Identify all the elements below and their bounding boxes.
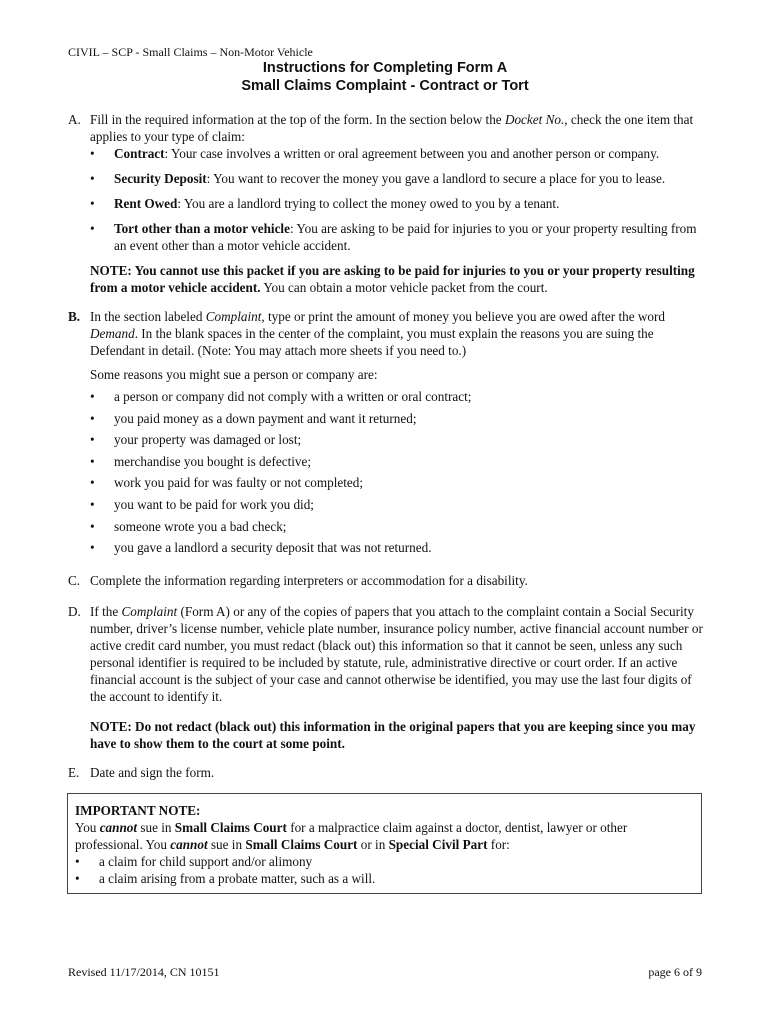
section-d-paragraph: If the Complaint (Form A) or any of the copies of papers that you attach to the complaint contain a Social Security number, driver’s license number, vehicle plate number, insurance policy number, active financial account number or active credit card number, you must redact (black out) this information so that it cannot be seen, unless any such personal identifier is required to be included by statute, rule, administrative directive or court order. If an active financial account is the subject of your case and cannot otherwise be identified, you may use the last four digits of the account to identify it. (90, 604, 703, 704)
section-c (68, 572, 708, 589)
list-item: • your property was damaged or lost; (90, 432, 302, 448)
list-item: • you want to be paid for work you did; (90, 496, 314, 512)
claim-type-rent-owed: • Rent Owed: You are a landlord trying to collect the money owed to you by a tenant. (90, 196, 560, 211)
section-b (68, 308, 708, 556)
section-d (68, 603, 708, 752)
section-a-intro: Fill in the required information at the top of the form. In the section below the Docket No., check the one item that applies to your type of claim: (90, 112, 694, 144)
claim-type-security-deposit: • Security Deposit: You want to recover the money you gave a landlord to secure a place for you to lease. (90, 171, 666, 186)
list-item: • work you paid for was faulty or not completed; (90, 475, 364, 491)
page-title: Instructions for Completing Form A (262, 60, 508, 76)
important-note-box (67, 793, 702, 894)
important-note-text: You cannot sue in Small Claims Court for a malpractice claim against a doctor, dentist, lawyer or other professional. You cannot sue in Small Claims Court or in Special Civil Part for: (75, 820, 628, 852)
section-e-text: Date and sign the form. (90, 765, 215, 780)
section-d-label: D. (68, 604, 81, 619)
claim-type-contract: • Contract: Your case involves a written or oral agreement between you and another person or company. (90, 146, 660, 161)
list-item: • a person or company did not comply with a written or oral contract; (90, 389, 472, 404)
section-d-note: NOTE: Do not redact (black out) this information in the original papers that you are keeping since you may have to show them to the court at some point. (90, 719, 696, 751)
revision-footer: Revised 11/17/2014, CN 10151 (68, 965, 220, 979)
list-item: • you gave a landlord a security deposit that was not returned. (90, 540, 432, 556)
section-e (68, 764, 708, 781)
section-b-paragraph: In the section labeled Complaint, type or print the amount of money you believe you are owed after the word Demand. In the blank spaces in the center of the complaint, you must explain the reasons you are suing the Defendant in detail. (Note: You may attach more sheets if you need to.) (90, 309, 665, 358)
section-e-label: E. (68, 765, 80, 780)
page-number: page 6 of 9 (648, 965, 702, 979)
claim-type-tort: • Tort other than a motor vehicle: You are asking to be paid for injuries to you or your property resulting from an event other than a motor vehicle accident. (90, 221, 697, 253)
list-item: • a claim arising from a probate matter, such as a will. (75, 871, 376, 886)
list-item: • someone wrote you a bad check; (90, 518, 287, 534)
section-a-label: A. (68, 112, 81, 127)
important-note-heading: IMPORTANT NOTE: (75, 803, 201, 818)
list-item: • merchandise you bought is defective; (90, 453, 312, 469)
page-subtitle: Small Claims Complaint - Contract or Tort (241, 78, 529, 94)
reasons-intro: Some reasons you might sue a person or company are: (90, 367, 378, 382)
form-code-header: CIVIL – SCP - Small Claims – Non-Motor Vehicle (68, 45, 313, 59)
section-c-label: C. (68, 573, 81, 588)
list-item: • you paid money as a down payment and want it returned; (90, 410, 417, 426)
list-item: • a claim for child support and/or alimony (75, 854, 313, 869)
section-b-label: B. (68, 309, 81, 324)
section-c-text: Complete the information regarding interpreters or accommodation for a disability. (90, 573, 528, 588)
section-a (68, 111, 708, 296)
reasons-list (90, 388, 708, 556)
section-a-note: NOTE: You cannot use this packet if you are asking to be paid for injuries to you or your property resulting from a motor vehicle accident. You can obtain a motor vehicle packet from the court. (90, 263, 695, 295)
